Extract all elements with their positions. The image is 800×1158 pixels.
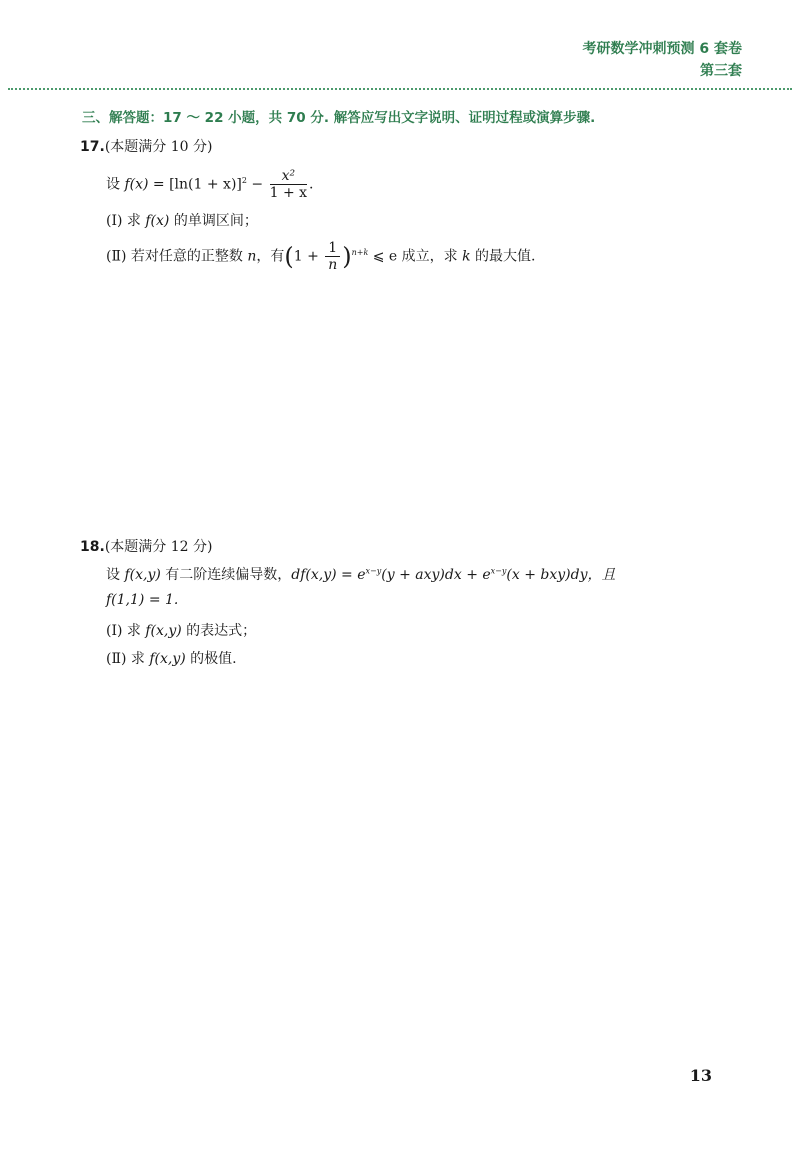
fraction-denominator: 1 + x: [269, 185, 308, 201]
part-label: (Ⅰ) 求: [106, 213, 146, 229]
exponent: x−y: [490, 566, 507, 576]
header-title: 考研数学冲刺预测 6 套卷: [582, 41, 742, 57]
fraction: [270, 168, 307, 201]
part-text-end: 的最大值.: [470, 248, 536, 265]
one-plus: 1 +: [293, 248, 324, 265]
term-1: (y + axy)dx + e: [381, 567, 491, 583]
question-17-points: (本题满分 10 分): [104, 139, 213, 155]
exponent: n+k: [351, 247, 369, 257]
part-text: ，有: [256, 248, 285, 265]
question-18-heading: [80, 536, 212, 556]
right-paren: ): [342, 242, 352, 271]
question-18-line-1: [106, 564, 615, 584]
question-18-part-1: [106, 620, 256, 640]
fraction-numerator: 1: [325, 240, 340, 257]
fraction: [325, 240, 340, 273]
part-text: 的单调区间；: [169, 213, 258, 229]
k-symbol: k: [462, 248, 471, 265]
df-expression: df(x,y) = e: [291, 567, 366, 583]
header-divider: [8, 88, 792, 90]
left-paren: (: [284, 242, 294, 271]
header-subtitle: 第三套: [700, 63, 742, 79]
text-mid: 有二阶连续偏导数，: [160, 567, 292, 583]
part-text: 的表达式；: [181, 623, 257, 639]
question-17-heading: [80, 136, 212, 156]
fraction-numerator: x²: [270, 168, 307, 185]
question-17-part-2: [106, 240, 536, 273]
fx-symbol: f(x): [124, 176, 149, 193]
page-number: 13: [689, 1066, 712, 1085]
part-label: (Ⅱ) 若对任意的正整数: [106, 248, 248, 265]
page-header: [583, 38, 743, 82]
part-text: ⩽ e 成立，求: [368, 248, 463, 265]
section-heading: 三、解答题：17 ～ 22 小题，共 70 分. 解答应写出文字说明、证明过程或演算步骤.: [82, 110, 596, 126]
question-17-number: 17.: [80, 139, 105, 155]
fxy-symbol: f(x,y): [145, 623, 182, 639]
fx-symbol: f(x): [145, 213, 170, 229]
question-17-function: [106, 168, 314, 201]
n-symbol: n: [247, 248, 257, 265]
period: .: [309, 176, 314, 193]
minus-sign: −: [246, 176, 268, 193]
exponent: x−y: [365, 566, 382, 576]
question-18-number: 18.: [80, 539, 105, 555]
square-exponent: 2: [241, 175, 247, 185]
part-label: (Ⅱ) 求: [106, 651, 150, 667]
ln-expression: = [ln(1 + x)]: [148, 176, 242, 193]
fxy-symbol: f(x,y): [124, 567, 161, 583]
fxy-symbol: f(x,y): [149, 651, 186, 667]
question-18-points: (本题满分 12 分): [104, 539, 213, 555]
question-18-line-2: f(1,1) = 1.: [106, 592, 179, 608]
fraction-denominator: n: [328, 257, 338, 273]
term-2: (x + bxy)dy，且: [506, 567, 616, 583]
question-17-part-1: [106, 210, 258, 230]
text-lead: 设: [106, 567, 125, 583]
part-text: 的极值.: [185, 651, 237, 667]
part-label: (Ⅰ) 求: [106, 623, 146, 639]
text-lead: 设: [106, 176, 125, 193]
question-18-part-2: [106, 648, 237, 668]
